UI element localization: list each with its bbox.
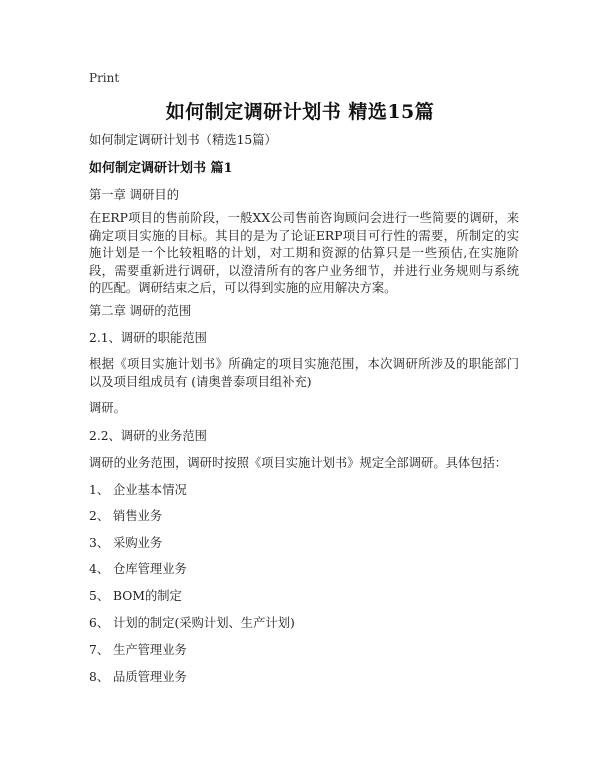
section-2-1-body: 根据《项目实施计划书》所确定的项目实施范围，本次调研所涉及的职能部门以及项目组成员有 (请奥普泰项目组补充) [89, 357, 519, 389]
list-item: 8、 品质管理业务 [89, 670, 187, 684]
section-heading: 如何制定调研计划书 篇1 [89, 161, 233, 176]
chapter-1-body: 在ERP项目的售前阶段，一般XX公司售前咨询顾问会进行一些简要的调研，来确定项目实施的目标。其目的是为了论证ERP项目可行性的需要，所制定的实施计划是一个比较粗略的计划，对工期和资源的估算只是一些预估,在实施阶段，需要重新进行调研，以澄清所有的客户业务细节，并进行业务规则与系统的匹配。调研结束之后，可以得到实施的应用解决方案。 [89, 211, 519, 295]
list-item: 7、 生产管理业务 [89, 643, 187, 657]
list-item: 5、 BOM的制定 [89, 589, 182, 603]
list-item: 6、 计划的制定(采购计划、生产计划) [89, 616, 295, 630]
list-item: 3、 采购业务 [89, 536, 163, 550]
list-item: 2、 销售业务 [89, 509, 163, 523]
chapter-2-title: 第二章 调研的范围 [89, 304, 192, 318]
section-2-2-body: 调研的业务范围，调研时按照《项目实施计划书》规定全部调研。具体包括： [89, 456, 508, 470]
section-2-1-tail: 调研。 [89, 401, 126, 415]
list-item: 4、 仓库管理业务 [89, 562, 187, 576]
list-item: 1、 企业基本情况 [89, 483, 187, 497]
chapter-1-title: 第一章 调研目的 [89, 188, 179, 202]
document-subtitle: 如何制定调研计划书（精选15篇） [89, 133, 277, 147]
print-label[interactable]: Print [89, 71, 120, 85]
section-2-1-title: 2.1、调研的职能范围 [89, 331, 207, 345]
section-2-2-title: 2.2、调研的业务范围 [89, 429, 207, 443]
document-title: 如何制定调研计划书 精选15篇 [165, 101, 435, 123]
